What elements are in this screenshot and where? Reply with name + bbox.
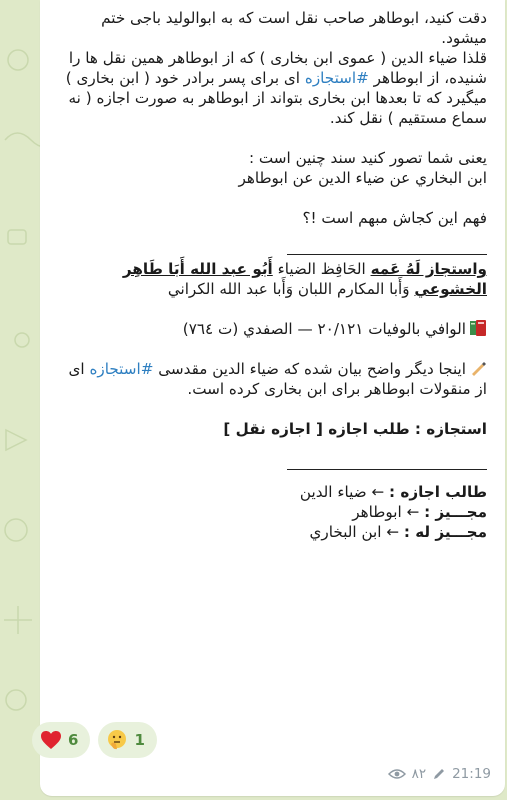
quote-part-a: واستجاز لَهُ عَمه	[370, 260, 487, 278]
eye-icon	[388, 768, 406, 780]
reaction-thinking[interactable]	[98, 722, 156, 758]
message-meta	[388, 766, 491, 782]
note-part-a: اینجا دیگر واضح بیان شده که ضیاء الدین مقدسی	[153, 360, 466, 378]
quote-paragraph	[57, 259, 487, 299]
role-row	[57, 522, 487, 542]
hashtag-link[interactable]: #استجازه	[304, 69, 369, 87]
paragraph-2-part-b: ای برای پسر برادر خود ( ابن بخاری ) میگیرد که تا بعدها ابن بخاری بتواند از ابوطاهر به صورت اجازه ( نه سماع مستقیم ) نقل کند.	[65, 69, 487, 127]
reactions-bar	[32, 722, 157, 758]
role-row	[57, 482, 487, 502]
quote-part-c: أَبُو عبد الله أَبَا طَاهِر الخشوعي	[122, 260, 487, 298]
role-value: ← ابوطاهر	[352, 503, 425, 521]
role-label: مجـــیز له :	[403, 523, 487, 541]
chain-intro: یعنی شما تصور کنید سند چنین است :	[248, 149, 487, 167]
role-row	[57, 502, 487, 522]
role-value: ← ضیاء الدین	[299, 483, 389, 501]
note-part-b: ای از منقولات ابوطاهر برای ابن بخاری کرده است.	[68, 360, 487, 398]
reaction-count: 6	[68, 731, 79, 749]
question-line: فهم این کجاش مبهم است !؟	[302, 209, 487, 227]
quote-part-b: الحَافِظ الضياء	[272, 260, 371, 278]
quote-part-d: وَأَبا المكارم اللبان وَأَبا عبد الله الكراني	[167, 280, 415, 298]
views-count: ۸۲	[411, 766, 427, 782]
books-icon	[469, 319, 487, 337]
pencil-icon	[432, 767, 446, 781]
role-label: مجـــیز :	[424, 503, 487, 521]
divider-rule	[287, 254, 487, 255]
hashtag-link[interactable]: #استجازه	[89, 360, 154, 378]
heart-icon	[40, 730, 62, 750]
reaction-count: 1	[134, 731, 145, 749]
source-line	[57, 319, 487, 339]
writing-hand-icon	[469, 359, 487, 377]
message-time: 21:19	[452, 766, 491, 782]
definition-line: استجازه : طلب اجازه [ اجازه نقل ]	[223, 420, 487, 438]
thinking-face-icon	[106, 729, 128, 751]
message-text	[57, 8, 487, 542]
reaction-heart[interactable]	[32, 722, 90, 758]
note-paragraph	[57, 359, 487, 399]
role-value: ← ابن البخاري	[309, 523, 404, 541]
paragraph-2-part-a: قلذا ضیاء الدین ( عموی ابن بخاری ) که از ابوطاهر همین نقل ها را شنیده، از ابوطاهر	[68, 49, 487, 87]
paragraph-1: دقت کنید، ابوطاهر صاحب نقل است که به ابوالولید باجی ختم میشود.	[101, 9, 487, 47]
paragraph-2	[57, 48, 487, 128]
chain-line: ابن البخاري عن ضياء الدين عن ابوطاهر	[238, 169, 487, 187]
role-label: طالب اجازه :	[389, 483, 487, 501]
source-text: الوافي بالوفيات ٢٠/١٢١ — الصفدي (ت ٧٦٤)	[182, 320, 466, 338]
